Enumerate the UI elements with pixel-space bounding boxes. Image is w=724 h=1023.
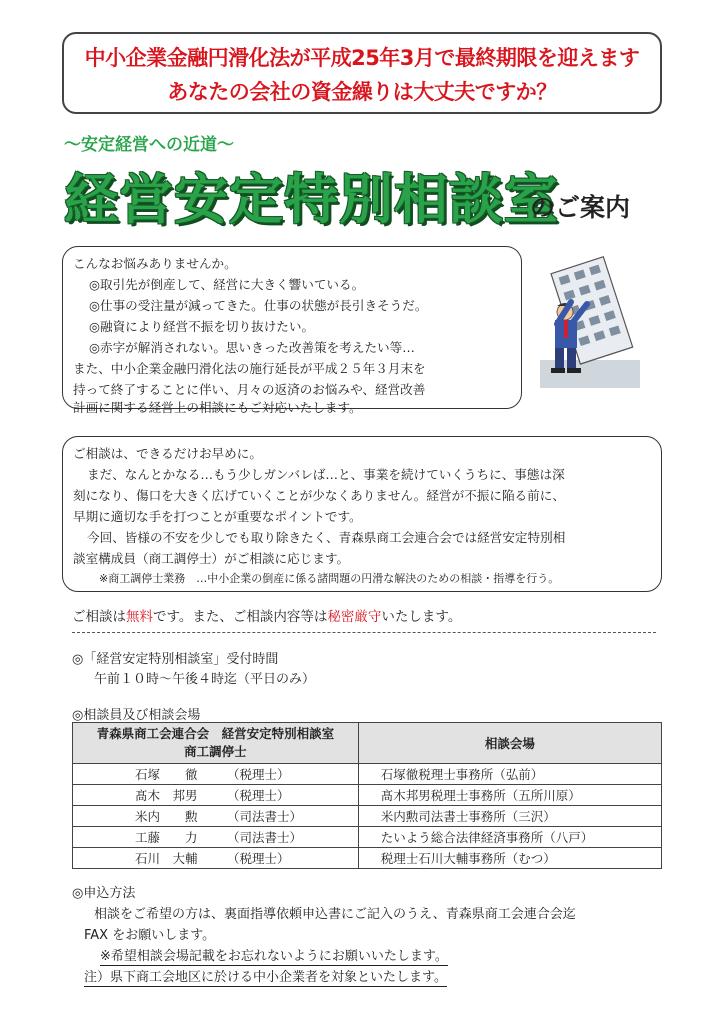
member-cell [73,806,359,827]
businessman-building-illustration [535,252,645,392]
worries-box [62,246,522,415]
page-title: 経営安定特別相談室 [64,168,559,231]
advice-intro: ご相談は、できるだけお早めに。 [73,446,262,461]
worry-item: ◎赤字が解消されない。思いきった改善策を考えたい等… [89,340,415,355]
advice-note: ※商工調停士業務 …中小企業の倒産に係る諸問題の円滑な解決のための相談・指導を行う。 [99,572,560,585]
advice-line: まだ、なんとかなる…もう少しガンバレば…と、事業を続けていくうちに、事態は深 [87,467,565,482]
advice-box [62,436,662,592]
table-row [73,827,662,848]
table-row [73,785,662,806]
member-name: 米内 勲 [135,809,198,824]
member-cell [73,848,359,869]
notice-banner [62,32,662,114]
advice-line: 談室構成員（商工調停士）がご相談に応じます。 [73,551,350,566]
advice-line: 刻になり、傷口を大きく広げていくことが少なくありません。経営が不振に陥る前に、 [73,488,565,503]
free-text-mid: です。また、ご相談内容等は [153,609,328,625]
member-title: （税理士） [227,767,290,782]
venue-cell: 石塚徹税理士事務所（弘前） [358,764,661,785]
divider [72,632,656,633]
worries-body-line: 持って終了することに伴い、月々の返済のお悩みや、経営改善 [73,382,426,397]
venue-cell: 税理士石川大輔事務所（むつ） [358,848,661,869]
free-badge: 無料 [126,609,153,625]
free-text-post: いたします。 [381,609,462,625]
venue-cell: 髙木邦男税理士事務所（五所川原） [358,785,661,806]
apply-heading: ◎申込方法 [72,886,136,901]
worries-body-line: また、中小企業金融円滑化法の施行延長が平成２５年３月末を [73,361,426,376]
free-consultation-line [72,605,461,625]
member-name: 髙木 邦男 [135,788,198,803]
header-mediators-line2: 商工調停士 [184,744,247,759]
venue-cell: 米内勲司法書士事務所（三沢） [358,806,661,827]
member-cell [73,827,359,848]
worry-item: ◎仕事の受注量が減ってきた。仕事の状態が長引きそうだ。 [89,298,428,313]
worry-item: ◎取引先が倒産して、経営に大きく響いている。 [89,277,365,292]
members-heading: ◎相談員及び相談会場 [72,708,201,723]
page-subtitle: ～安定経営への近道～ [64,135,234,155]
free-text-pre: ご相談は [72,609,126,625]
apply-line-2: FAX をお願いします。 [84,928,216,943]
header-mediators [73,723,359,764]
table-row [73,806,662,827]
apply-note-2: 注）県下商工会地区に於ける中小企業者を対象といたします。 [84,966,447,987]
member-cell [73,764,359,785]
worries-body-line: 計画に関する経営上の相談にもご対応いたします。 [73,400,362,415]
member-title: （税理士） [227,851,290,866]
worry-item: ◎融資により経営不振を切り抜けたい。 [89,319,315,334]
table-row [73,764,662,785]
confidential-badge: 秘密厳守 [327,609,382,625]
hours-value: 午前１０時～午後４時迄（平日のみ） [94,672,316,687]
header-mediators-line1: 青森県商工会連合会 経営安定特別相談室 [96,726,335,741]
apply-note-1: ※希望相談会場記載をお忘れないようにお願いいたします。 [100,945,448,966]
member-name: 石塚 徹 [135,767,198,782]
banner-line-1: 中小企業金融円滑化法が平成25年3月で最終期限を迎えます [84,46,640,70]
member-name: 工藤 力 [135,830,198,845]
advice-line: 今回、皆様の不安を少しでも取り除きたく、青森県商工会連合会では経営安定特別相 [87,530,566,545]
page-title-suffix: のご案内 [530,193,631,222]
table-header-row [73,723,662,764]
apply-line-1: 相談をご希望の方は、裏面指導依頼申込書にご記入のうえ、青森県商工会連合会迄 [94,907,576,922]
member-name: 石川 大輔 [135,851,198,866]
hours-heading: ◎「経営安定特別相談室」受付時間 [72,652,279,667]
venue-cell: たいよう総合法律経済事務所（八戸） [358,827,661,848]
member-title: （税理士） [227,788,290,803]
banner-line-2: あなたの会社の資金繰りは大丈夫ですか？ [167,80,557,104]
advice-line: 早期に適切な手を打つことが重要なポイントです。 [73,509,362,524]
worries-intro: こんなお悩みありませんか。 [73,256,237,271]
header-venue: 相談会場 [358,723,661,764]
table-row [73,848,662,869]
member-title: （司法書士） [227,809,303,824]
member-cell [73,785,359,806]
members-table [72,722,662,869]
member-title: （司法書士） [227,830,303,845]
